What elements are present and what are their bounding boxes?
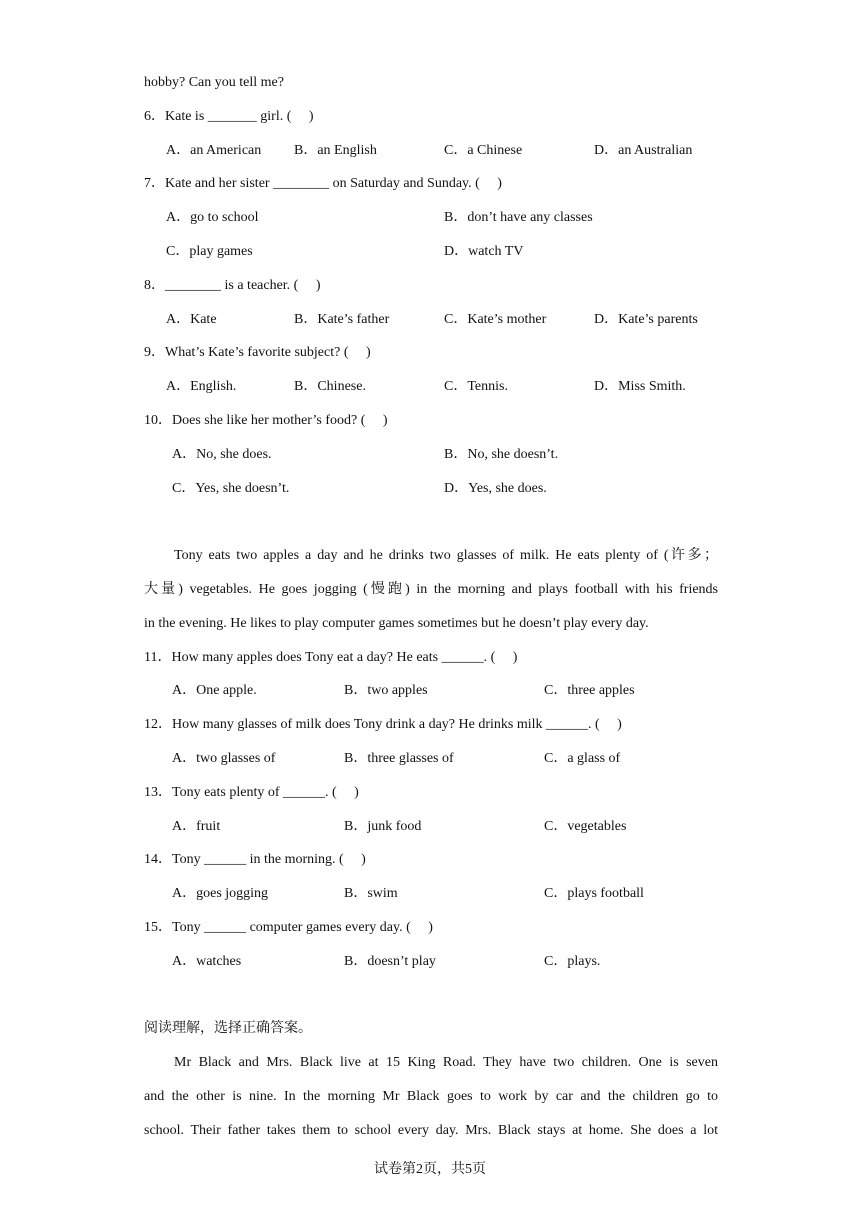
q15-option-c[interactable]: C．plays. [544, 954, 601, 969]
q13-option-c[interactable]: C．vegetables [544, 819, 627, 834]
q15-option-b[interactable]: B．doesn’t play [344, 954, 436, 969]
passage3-line-2: and the other is nine. In the morning Mr Black goes to work by car and the children go to [144, 1089, 718, 1104]
question-12: 12．How many glasses of milk does Tony drink a day? He drinks milk ______. ( ) [144, 717, 622, 732]
q9-option-b[interactable]: B．Chinese. [294, 379, 366, 394]
q14-option-c[interactable]: C．plays football [544, 886, 644, 901]
passage3-line-3: school. Their father takes them to school every day. Mrs. Black stays at home. She does a lot [144, 1123, 718, 1138]
q6-option-a[interactable]: A．an American [166, 143, 262, 158]
q12-option-b[interactable]: B．three glasses of [344, 751, 454, 766]
q13-option-b[interactable]: B．junk food [344, 819, 422, 834]
q6-option-b[interactable]: B．an English [294, 143, 377, 158]
q7-option-b[interactable]: B．don’t have any classes [444, 210, 593, 225]
q8-option-d[interactable]: D．Kate’s parents [594, 312, 698, 327]
q12-option-c[interactable]: C．a glass of [544, 751, 621, 766]
q7-option-d[interactable]: D．watch TV [444, 244, 524, 259]
q12-option-a[interactable]: A．two glasses of [172, 751, 276, 766]
passage3-line-1: Mr Black and Mrs. Black live at 15 King Road. They have two children. One is seven [174, 1055, 718, 1070]
q11-option-a[interactable]: A．One apple. [172, 683, 257, 698]
question-13: 13．Tony eats plenty of ______. ( ) [144, 785, 359, 800]
q10-option-c[interactable]: C．Yes, she doesn’t. [172, 481, 290, 496]
passage-line-2: 大量) vegetables. He goes jogging (慢跑) in the morning and plays football with his friends [144, 582, 718, 597]
q13-option-a[interactable]: A．fruit [172, 819, 221, 834]
q11-option-b[interactable]: B．two apples [344, 683, 428, 698]
q6-option-c[interactable]: C．a Chinese [444, 143, 523, 158]
question-11: 11．How many apples does Tony eat a day? He eats ______. ( ) [144, 650, 518, 665]
question-15: 15．Tony ______ computer games every day. ( ) [144, 920, 433, 935]
question-6: 6．Kate is _______ girl. ( ) [144, 109, 314, 124]
question-7: 7．Kate and her sister ________ on Saturday and Sunday. ( ) [144, 176, 502, 191]
q10-option-d[interactable]: D．Yes, she does. [444, 481, 547, 496]
q14-option-b[interactable]: B．swim [344, 886, 398, 901]
passage-continuation: hobby? Can you tell me? [144, 75, 284, 90]
q9-option-a[interactable]: A．English. [166, 379, 237, 394]
q6-option-d[interactable]: D．an Australian [594, 143, 693, 158]
q10-option-a[interactable]: A．No, she does. [172, 447, 272, 462]
question-14: 14．Tony ______ in the morning. ( ) [144, 852, 366, 867]
q7-option-c[interactable]: C．play games [166, 244, 253, 259]
q10-option-b[interactable]: B．No, she doesn’t. [444, 447, 559, 462]
q9-option-d[interactable]: D．Miss Smith. [594, 379, 686, 394]
passage-line-1: Tony eats two apples a day and he drinks two glasses of milk. He eats plenty of (许多； [174, 548, 718, 563]
q9-option-c[interactable]: C．Tennis. [444, 379, 508, 394]
section-instruction: 阅读理解，选择正确答案。 [144, 1021, 312, 1036]
question-10: 10．Does she like her mother’s food? ( ) [144, 413, 388, 428]
q8-option-c[interactable]: C．Kate’s mother [444, 312, 547, 327]
question-9: 9．What’s Kate’s favorite subject? ( ) [144, 345, 371, 360]
q14-option-a[interactable]: A．goes jogging [172, 886, 269, 901]
q7-option-a[interactable]: A．go to school [166, 210, 259, 225]
passage-line-3: in the evening. He likes to play computer games sometimes but he doesn’t play every day. [144, 616, 649, 631]
page-footer: 试卷第2页，共5页 [374, 1162, 486, 1177]
q8-option-a[interactable]: A．Kate [166, 312, 217, 327]
q11-option-c[interactable]: C．three apples [544, 683, 635, 698]
q15-option-a[interactable]: A．watches [172, 954, 242, 969]
question-8: 8．________ is a teacher. ( ) [144, 278, 321, 293]
q8-option-b[interactable]: B．Kate’s father [294, 312, 390, 327]
